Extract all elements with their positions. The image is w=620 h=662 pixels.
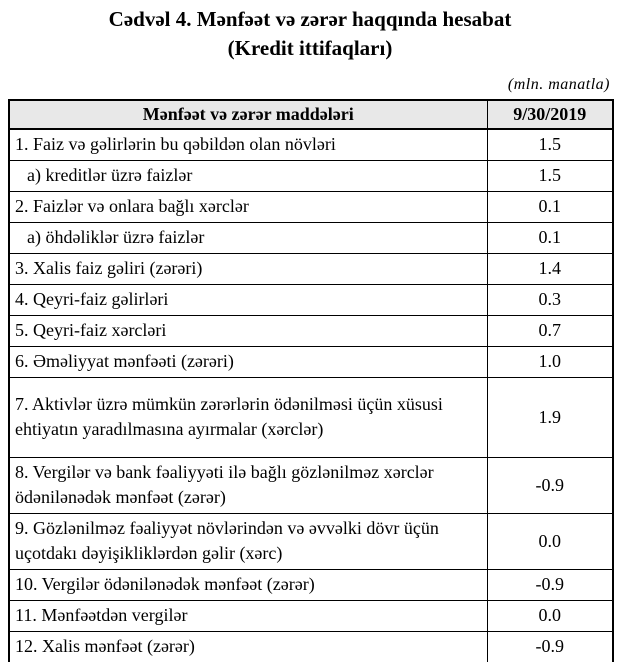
row-label: a) kreditlər üzrə faizlər (9, 161, 487, 192)
table-row (9, 570, 613, 601)
row-label: 1. Faiz və gəlirlərin bu qəbildən olan növləri (9, 129, 487, 161)
document-title: Cədvəl 4. Mənfəət və zərər haqqında hesabat (108, 7, 512, 31)
table-row (9, 285, 613, 316)
row-label: 4. Qeyri-faiz gəlirləri (9, 285, 487, 316)
row-value: 0.7 (487, 316, 613, 347)
table-body (9, 129, 613, 662)
table-row (9, 514, 613, 570)
row-value: -0.9 (487, 458, 613, 514)
row-value: 0.3 (487, 285, 613, 316)
row-value: 0.0 (487, 514, 613, 570)
table-row (9, 192, 613, 223)
table-row (9, 316, 613, 347)
column-header-date: 9/30/2019 (487, 100, 613, 129)
column-header-items: Mənfəət və zərər maddələri (9, 100, 487, 129)
row-label: 11. Mənfəətdən vergilər (9, 601, 487, 632)
row-label: 7. Aktivlər üzrə mümkün zərərlərin ödənilməsi üçün xüsusi ehtiyatın yaradılmasına ayırmalar (xərclər) (9, 378, 487, 458)
row-value: 0.1 (487, 192, 613, 223)
table-row (9, 223, 613, 254)
row-label: 2. Faizlər və onlara bağlı xərclər (9, 192, 487, 223)
table-row (9, 347, 613, 378)
table-row (9, 601, 613, 632)
row-value: 1.0 (487, 347, 613, 378)
table-row (9, 129, 613, 161)
profit-loss-table (8, 99, 614, 662)
row-value: 1.4 (487, 254, 613, 285)
row-value: -0.9 (487, 570, 613, 601)
row-label: 10. Vergilər ödənilənədək mənfəət (zərər) (9, 570, 487, 601)
row-label: a) öhdəliklər üzrə faizlər (9, 223, 487, 254)
row-label: 5. Qeyri-faiz xərcləri (9, 316, 487, 347)
row-label: 8. Vergilər və bank fəaliyyəti ilə bağlı gözlənilməz xərclər ödənilənədək mənfəət (zərər) (9, 458, 487, 514)
row-label: 9. Gözlənilməz fəaliyyət növlərindən və əvvəlki dövr üçün uçotdakı dəyişikliklərdən gəlir (xərc) (9, 514, 487, 570)
document-subtitle: (Kredit ittifaqları) (227, 36, 393, 60)
table-row (9, 254, 613, 285)
table-row (9, 378, 613, 458)
row-label: 12. Xalis mənfəət (zərər) (9, 632, 487, 662)
row-value: 1.9 (487, 378, 613, 458)
table-row (9, 458, 613, 514)
table-row (9, 632, 613, 662)
row-value: 1.5 (487, 161, 613, 192)
row-value: 1.5 (487, 129, 613, 161)
table-header-row (9, 100, 613, 129)
row-value: 0.1 (487, 223, 613, 254)
row-label: 6. Əməliyyat mənfəəti (zərəri) (9, 347, 487, 378)
row-label: 3. Xalis faiz gəliri (zərəri) (9, 254, 487, 285)
unit-note: (mln. manatla) (507, 76, 610, 93)
table-row (9, 161, 613, 192)
row-value: -0.9 (487, 632, 613, 662)
row-value: 0.0 (487, 601, 613, 632)
page (0, 5, 620, 662)
